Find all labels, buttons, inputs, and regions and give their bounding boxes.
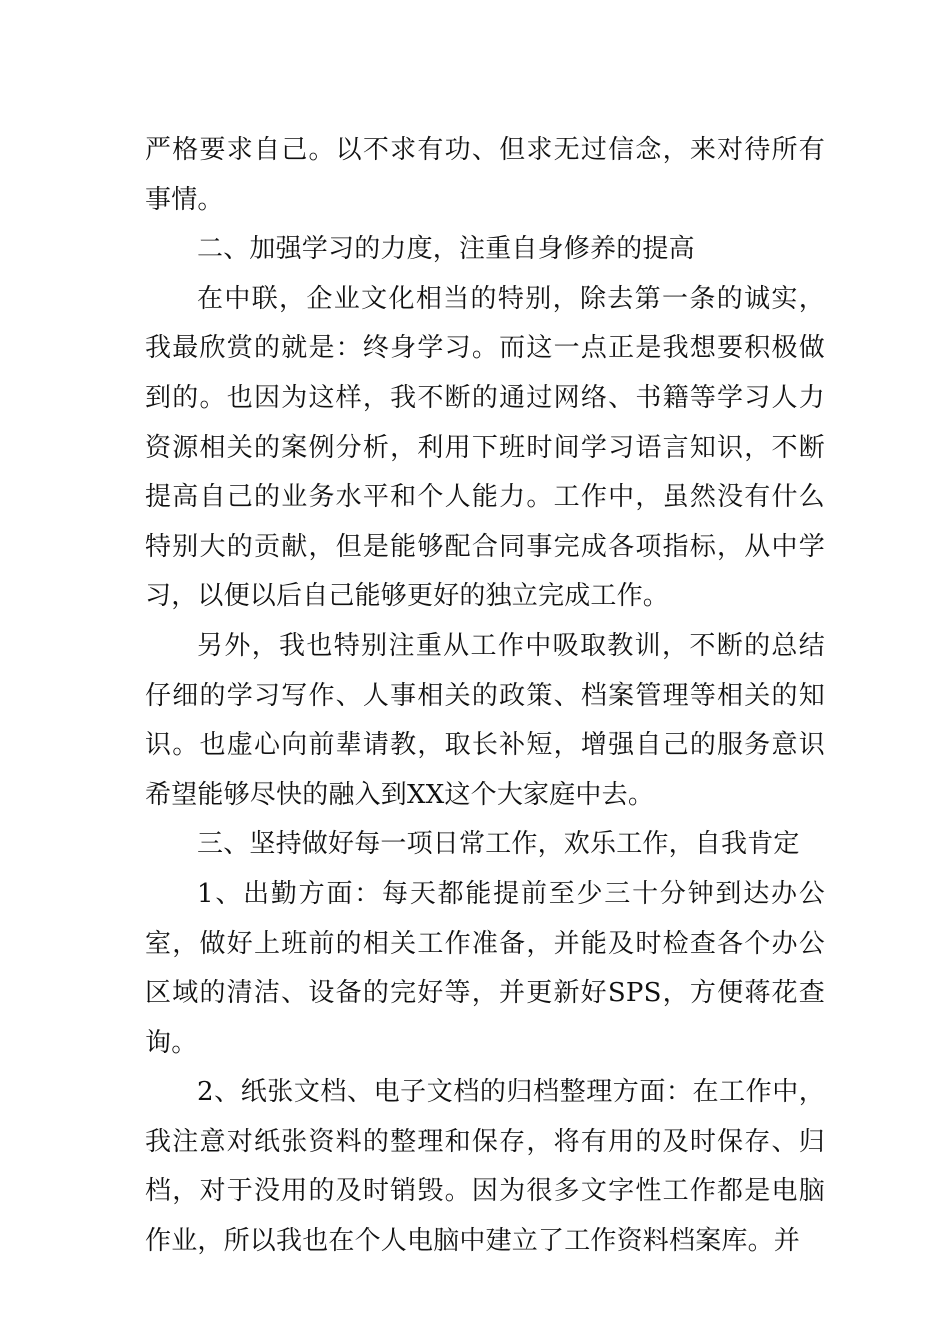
section-heading-3: 三、坚持做好每一项日常工作，欢乐工作，自我肯定: [197, 829, 800, 860]
section-heading-2: 二、加强学习的力度，注重自身修养的提高: [197, 234, 695, 265]
paragraph-lessons: 另外，我也特别注重从工作中吸取教训，不断的总结仔细的学习写作、人事相关的政策、档案管理等相关的知识。也虚心向前辈请教，取长补短，增强自己的服务意识希望能够尽快的融入到XX这个大家庭中去。: [145, 630, 825, 810]
paragraph-learning: 在中联，企业文化相当的特别，除去第一条的诚实，我最欣赏的就是：终身学习。而这一点正是我想要积极做到的。也因为这样，我不断的通过网络、书籍等学习人力资源相关的案例分析，利用下班时间学习语言知识，不断提高自己的业务水平和个人能力。工作中，虽然没有什么特别大的贡献，但是能够配合同事完成各项指标，从中学习，以便以后自己能够更好的独立完成工作。: [145, 283, 825, 612]
paragraph-attendance: 1、出勤方面：每天都能提前至少三十分钟到达办公室，做好上班前的相关工作准备，并能及时检查各个办公区域的清洁、设备的完好等，并更新好SPS，方便蒋花查询。: [145, 878, 825, 1058]
paragraph-archiving: 2、纸张文档、电子文档的归档整理方面：在工作中，我注意对纸张资料的整理和保存，将有用的及时保存、归档，对于没用的及时销毁。因为很多文字性工作都是电脑作业，所以我也在个人电脑中建立了工作资料档案库。并: [145, 1077, 825, 1257]
document-body: [145, 126, 825, 1267]
paragraph-continuation: 严格要求自己。以不求有功、但求无过信念，来对待所有事情。: [145, 135, 825, 215]
